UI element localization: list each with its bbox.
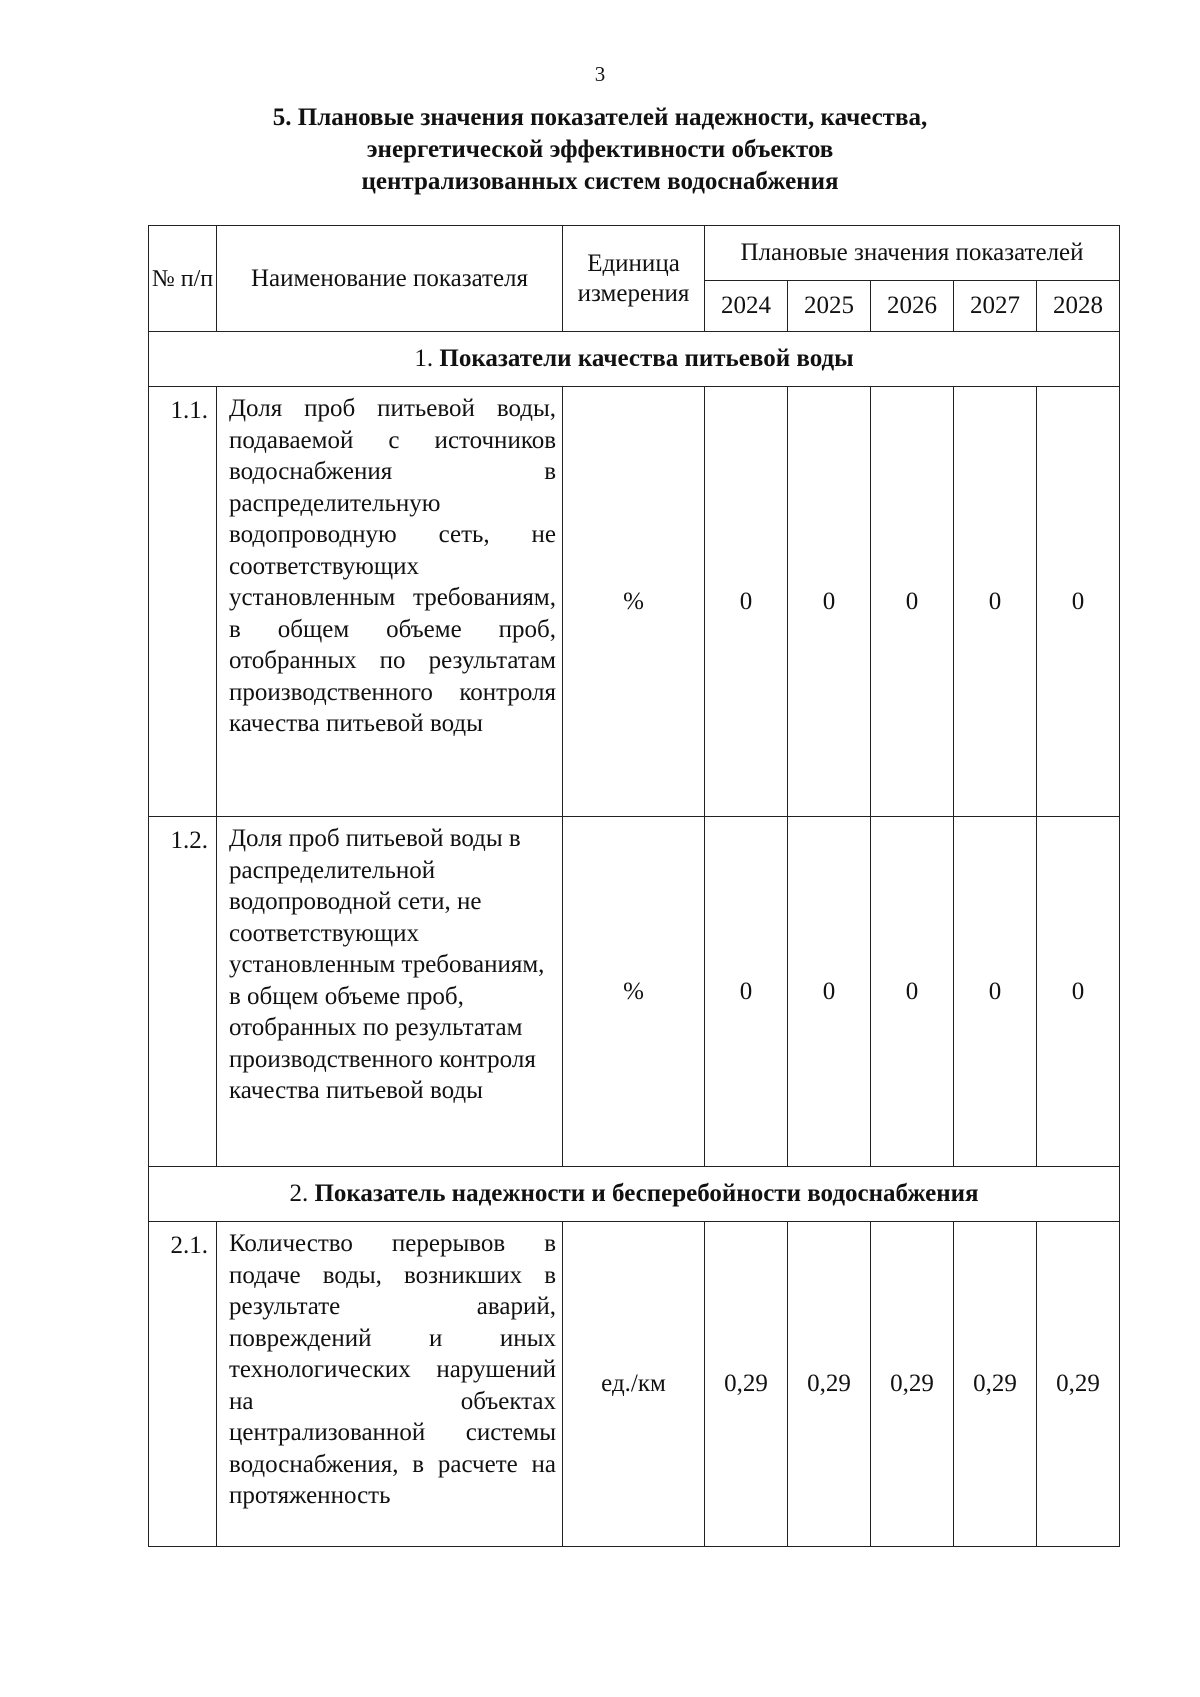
value-cell: 0 <box>954 817 1037 1167</box>
value-cell: 0,29 <box>871 1222 954 1547</box>
section-heading <box>149 332 1120 387</box>
indicators-table <box>148 225 1120 1547</box>
header-name: Наименование показателя <box>217 226 563 332</box>
value-cell: 0 <box>954 387 1037 817</box>
unit-cell: % <box>563 817 705 1167</box>
header-num: № п/п <box>149 226 217 332</box>
header-year: 2025 <box>788 281 871 332</box>
value-cell: 0 <box>788 387 871 817</box>
value-cell: 0,29 <box>788 1222 871 1547</box>
row-number: 1.1. <box>149 387 217 817</box>
section-title <box>100 102 1100 198</box>
section-number: 1. <box>414 345 434 372</box>
section-row <box>149 332 1120 387</box>
header-plan: Плановые значения показателей <box>705 226 1120 281</box>
title-line-3: централизованных систем водоснабжения <box>361 168 839 195</box>
value-cell: 0,29 <box>705 1222 788 1547</box>
section-row <box>149 1167 1120 1222</box>
value-cell: 0 <box>1037 817 1120 1167</box>
page-number: 3 <box>594 62 606 86</box>
unit-cell: % <box>563 387 705 817</box>
section-title-text: Показатель надежности и бесперебойности водоснабжения <box>314 1180 979 1207</box>
indicator-name: Доля проб питьевой воды в распределительной водопроводной сети, не соответствующих установленным требованиям, в общем объеме проб, отобранных по результатам производственного контроля качества питьевой воды <box>217 817 563 1167</box>
value-cell: 0,29 <box>954 1222 1037 1547</box>
row-number: 2.1. <box>149 1222 217 1547</box>
value-cell: 0,29 <box>1037 1222 1120 1547</box>
table-row <box>149 817 1120 1167</box>
header-year: 2024 <box>705 281 788 332</box>
section-title-text: Показатели качества питьевой воды <box>439 345 854 372</box>
header-year: 2028 <box>1037 281 1120 332</box>
table-row <box>149 1222 1120 1547</box>
value-cell: 0 <box>788 817 871 1167</box>
value-cell: 0 <box>871 387 954 817</box>
unit-cell: ед./км <box>563 1222 705 1547</box>
title-line-2: энергетической эффективности объектов <box>366 136 834 163</box>
indicator-name: Количество перерывов в подаче воды, возникших в результате аварий, повреждений и иных технологических нарушений на объектах централизованной системы водоснабжения, в расчете на протяженность <box>217 1222 563 1547</box>
value-cell: 0 <box>1037 387 1120 817</box>
table-row <box>149 387 1120 817</box>
indicator-name: Доля проб питьевой воды, подаваемой с источников водоснабжения в распределительную водопроводную сеть, не соответствующих установленным требованиям, в общем объеме проб, отобранных по результатам производственного контроля качества питьевой воды <box>217 387 563 817</box>
value-cell: 0 <box>705 817 788 1167</box>
row-number: 1.2. <box>149 817 217 1167</box>
section-heading <box>149 1167 1120 1222</box>
section-number: 2. <box>289 1180 309 1207</box>
header-year: 2026 <box>871 281 954 332</box>
header-year: 2027 <box>954 281 1037 332</box>
title-line-1: 5. Плановые значения показателей надежности, качества, <box>272 104 928 131</box>
value-cell: 0 <box>871 817 954 1167</box>
value-cell: 0 <box>705 387 788 817</box>
header-unit: Единица измерения <box>563 226 705 332</box>
